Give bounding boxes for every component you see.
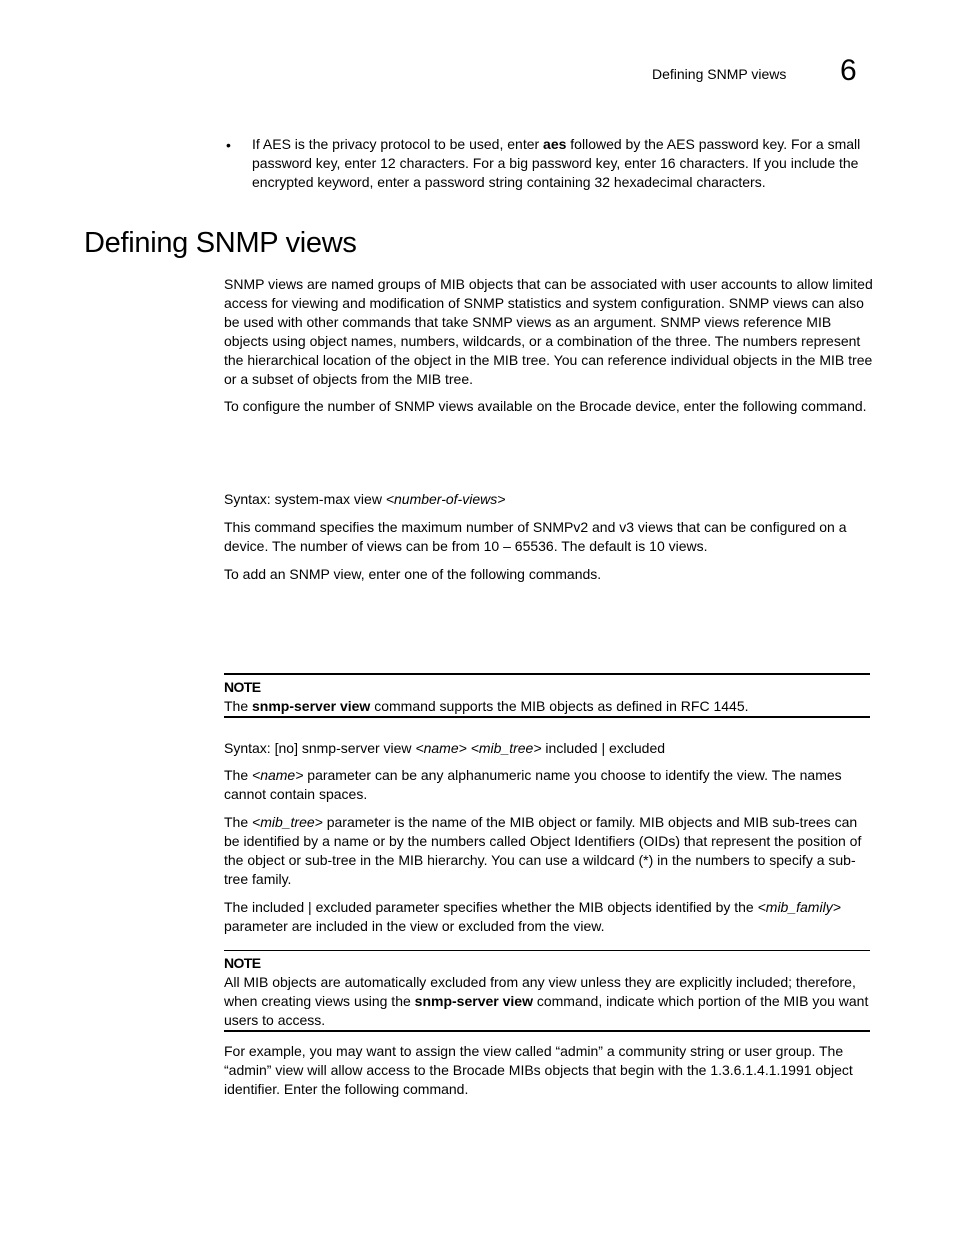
p5-post: parameter can be any alphanumeric name you choose to identify the view. The names cannot contain spaces. — [224, 767, 842, 802]
note-text — [224, 697, 870, 716]
note-box-bottom-rule — [224, 1030, 870, 1032]
included-excluded-paragraph — [224, 898, 874, 936]
p6-post: parameter is the name of the MIB object or family. MIB objects and MIB sub-trees can be identified by a name or by the numbers called Object Identifiers (OIDs) that represent the position of the object or sub-tree in the MIB hierarchy. You can use a wildcard (*) in the numbers to specify a sub-tree family. — [224, 814, 862, 887]
p7-param: <mib_family> — [757, 899, 841, 915]
note-label: NOTE — [224, 679, 261, 695]
note-text-post: command, indicate which portion of the MIB you want users to access. — [224, 993, 869, 1028]
p5-pre: The — [224, 767, 253, 783]
note-text-pre: All MIB objects are automatically excluded from any view unless they are explicitly included; therefore, when creating views using the — [224, 974, 856, 1009]
syntax-param-mib-tree: <mib_tree> — [470, 740, 542, 756]
note-box-bottom-rule — [224, 716, 870, 718]
note-keyword: snmp-server view — [252, 698, 371, 714]
note-box-rfc — [224, 673, 870, 716]
p6-pre: The — [224, 814, 253, 830]
syntax-command: system-max view — [274, 491, 386, 507]
example-paragraph: For example, you may want to assign the view called “admin” a community string or user group. The “admin” view will allow access to the Brocade MIBs objects that begin with the 1.3.6.1.4.1.1991 object identifier. Enter the following command. — [224, 1043, 853, 1097]
max-views-paragraph: This command specifies the maximum number of SNMPv2 and v3 views that can be configured on a device. The number of views can be from 10 – 65536. The default is 10 views. — [224, 519, 847, 554]
syntax-bracket-close: ] — [294, 740, 302, 756]
note-text-pre: The — [224, 698, 253, 714]
syntax-label: Syntax: — [224, 491, 275, 507]
intro-paragraph: SNMP views are named groups of MIB objects that can be associated with user accounts to allow limited access for viewing and modification of SNMP statistics and system configuration. SNMP views can also be used with other commands that take SNMP views as an argument. SNMP views reference MIB objects using object names, numbers, wildcards, or a combination of the three. The numbers represent the hierarchical location of the object in the MIB tree. You can reference individual objects in the MIB tree or a subset of objects from the MIB tree. — [224, 276, 873, 387]
syntax-bracket-open: [ — [274, 740, 279, 756]
p7-mid: parameter specifies whether the MIB objects identified by the — [371, 899, 758, 915]
add-view-paragraph: To add an SNMP view, enter one of the following commands. — [224, 566, 602, 582]
note-text — [224, 973, 870, 1030]
syntax-no-keyword: no — [278, 740, 295, 756]
syntax-param-name: <name> — [415, 740, 467, 756]
bullet-keyword-aes: aes — [543, 136, 567, 152]
p7-keyword: included | excluded — [252, 899, 372, 915]
syntax-label: Syntax: — [224, 740, 275, 756]
syntax-system-max-view — [224, 490, 874, 509]
p5-param: <name> — [252, 767, 304, 783]
running-header-title: Defining SNMP views — [652, 66, 787, 82]
note-text-post: command supports the MIB objects as defined in RFC 1445. — [370, 698, 749, 714]
configure-paragraph: To configure the number of SNMP views available on the Brocade device, enter the following command. — [224, 398, 867, 414]
p6-param: <mib_tree> — [252, 814, 323, 830]
p7-pre: The — [224, 899, 253, 915]
syntax-snmp-server-view — [224, 739, 874, 758]
syntax-options: included | excluded — [541, 740, 666, 756]
note-box-excluded — [224, 950, 870, 1030]
bullet-marker: • — [226, 137, 231, 153]
bullet-text-pre: If AES is the privacy protocol to be used, enter — [252, 136, 544, 152]
section-heading: Defining SNMP views — [84, 227, 357, 259]
name-param-paragraph — [224, 766, 874, 804]
bullet-item-aes — [252, 135, 882, 192]
note-keyword: snmp-server view — [414, 993, 533, 1009]
bullet-text-post: followed by the AES password key. For a small password key, enter 12 characters. For a big password key, enter 16 characters. If you include the encrypted keyword, enter a password string containing 32 hexadecimal characters. — [252, 136, 861, 190]
chapter-number: 6 — [840, 54, 857, 87]
p7-post: parameter are included in the view or excluded from the view. — [224, 918, 605, 934]
mib-tree-paragraph — [224, 813, 874, 889]
syntax-param: <number-of-views> — [385, 491, 506, 507]
note-label: NOTE — [224, 955, 261, 971]
syntax-command: snmp-server view — [301, 740, 416, 756]
